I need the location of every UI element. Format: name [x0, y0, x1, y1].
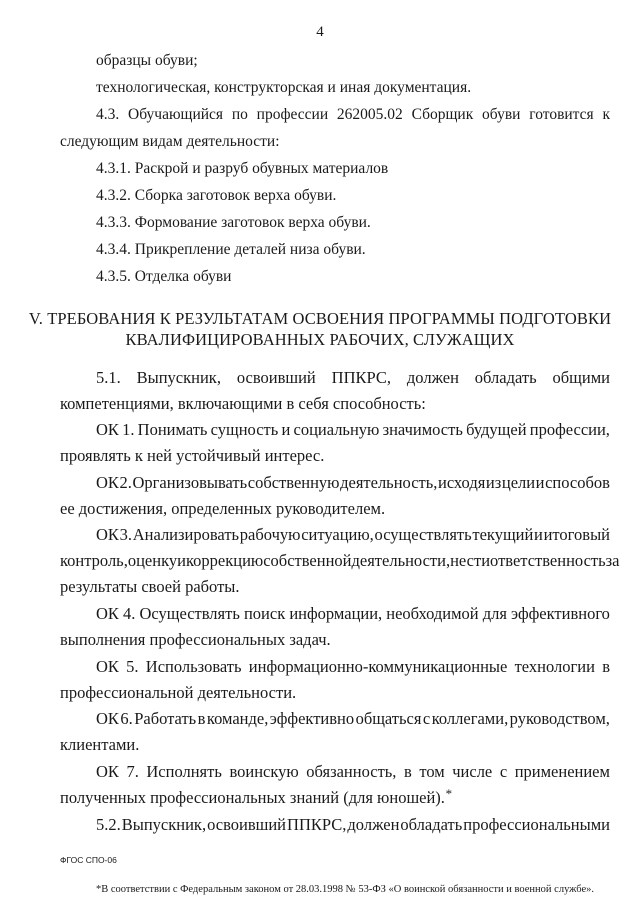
- word: эффективно: [269, 709, 355, 728]
- word: 5.: [126, 657, 139, 676]
- competency-ok6-line2: клиентами.: [60, 735, 140, 754]
- word: и: [534, 525, 543, 544]
- competency-ok3-line1: [96, 525, 610, 545]
- word: способов: [545, 473, 610, 492]
- word: осуществлять: [374, 525, 472, 544]
- word: обуви: [482, 106, 521, 123]
- word: цели: [501, 473, 536, 492]
- word: 4.3.: [96, 106, 120, 123]
- word: по: [231, 106, 248, 123]
- competency-ok2-line1: [96, 473, 610, 493]
- word: с: [422, 709, 431, 728]
- word: общаться: [355, 709, 422, 728]
- word: эффективного: [511, 604, 610, 623]
- page-number: 4: [316, 24, 324, 40]
- word: готовится: [529, 106, 594, 123]
- paragraph-5-1-line2: компетенциями, включающими в себя способность:: [60, 394, 426, 413]
- word: с: [499, 762, 508, 781]
- word: ОК: [96, 762, 119, 781]
- word: технологии: [514, 657, 595, 676]
- word: Выпускник,: [136, 368, 221, 387]
- word: Обучающийся: [128, 106, 224, 123]
- word: обладать: [400, 815, 463, 834]
- word: контроль,: [60, 551, 128, 570]
- word: ППКРС,: [287, 815, 347, 834]
- competency-ok3-line3: результаты своей работы.: [60, 577, 240, 596]
- word: Организовывать: [132, 473, 248, 492]
- word: профессии,: [529, 420, 610, 439]
- competency-ok5-line1: [96, 657, 610, 677]
- word: ОК: [96, 525, 119, 544]
- word: коллегами,: [431, 709, 509, 728]
- competency-ok7-line1: [96, 762, 610, 782]
- word: и: [535, 473, 545, 492]
- competency-ok5-line2: профессиональной деятельности.: [60, 683, 297, 702]
- word: 7.: [126, 762, 139, 781]
- section-heading-line2: КВАЛИФИЦИРОВАННЫХ РАБОЧИХ, СЛУЖАЩИХ: [125, 330, 515, 349]
- competency-ok1-line1: [96, 420, 610, 440]
- paragraph-4-3-line1: [96, 106, 610, 124]
- word: команде,: [206, 709, 269, 728]
- word: Выпускник,: [121, 815, 207, 834]
- word: профессиональными: [463, 815, 610, 834]
- word: нести: [450, 551, 491, 570]
- word: в: [197, 709, 206, 728]
- word: профессии: [256, 106, 329, 123]
- word: Исполнять: [146, 762, 222, 781]
- word: коррекцию: [185, 551, 264, 570]
- word: применением: [514, 762, 610, 781]
- competency-ok6-line1: [96, 709, 610, 729]
- word: значимость: [382, 420, 463, 439]
- word: для: [482, 604, 507, 623]
- word: деятельности,: [351, 551, 451, 570]
- word: текущий: [472, 525, 534, 544]
- activity-item: 4.3.3. Формование заготовок верха обуви.: [96, 214, 371, 231]
- word: и: [281, 420, 291, 439]
- word: ОК: [96, 709, 119, 728]
- word: том: [419, 762, 445, 781]
- list-item: технологическая, конструкторская и иная документация.: [96, 79, 472, 96]
- word: информационно-коммуникационные: [248, 657, 508, 676]
- competency-ok2-line2: ее достижения, определенных руководителем.: [60, 499, 386, 518]
- word: ППКРС,: [331, 368, 392, 387]
- word: исходя: [437, 473, 486, 492]
- word: собственную: [247, 473, 340, 492]
- paragraph-5-2-line1: [96, 815, 610, 835]
- word: 1.: [122, 420, 135, 439]
- competency-ok4-line1: [96, 604, 610, 624]
- word: сущность: [210, 420, 279, 439]
- word: Сборщик: [411, 106, 474, 123]
- word: руководством,: [509, 709, 610, 728]
- word: в: [602, 657, 610, 676]
- word: числе: [452, 762, 493, 781]
- activity-item: 4.3.1. Раскрой и разруб обувных материалов: [96, 160, 389, 177]
- word: 6.: [120, 709, 133, 728]
- word: Осуществлять: [139, 604, 240, 623]
- word: ОК: [96, 420, 119, 439]
- word: социальную: [293, 420, 380, 439]
- paragraph-4-3-line2: следующим видам деятельности:: [60, 133, 280, 150]
- word: в: [403, 762, 412, 781]
- word: собственной: [263, 551, 352, 570]
- word: должен: [406, 368, 459, 387]
- competency-ok1-line2: проявлять к ней устойчивый интерес.: [60, 446, 325, 465]
- list-item: образцы обуви;: [96, 52, 198, 69]
- activity-item: 4.3.2. Сборка заготовок верха обуви.: [96, 187, 337, 204]
- word: общими: [552, 368, 610, 387]
- word: необходимой: [386, 604, 479, 623]
- activity-item: 4.3.5. Отделка обуви: [96, 268, 232, 285]
- word: будущей: [466, 420, 527, 439]
- paragraph-5-1-line1: [96, 368, 610, 388]
- word: итоговый: [543, 525, 610, 544]
- footnote: *В соответствии с Федеральным законом от 28.03.1998 № 53-ФЗ «О воинской обязанности и военной службе».: [96, 884, 595, 895]
- word: Понимать: [137, 420, 208, 439]
- competency-ok4-line2: выполнения профессиональных задач.: [60, 630, 331, 649]
- word: за: [605, 551, 620, 570]
- word: 2.: [119, 473, 132, 492]
- word: освоивший: [236, 368, 316, 387]
- word: из: [485, 473, 502, 492]
- word: ответственность: [490, 551, 606, 570]
- word: 4.: [123, 604, 136, 623]
- word: и: [177, 551, 186, 570]
- word: обязанность,: [306, 762, 397, 781]
- word: Работать: [134, 709, 197, 728]
- word: 262005.02: [336, 106, 403, 123]
- word: 5.1.: [96, 368, 121, 387]
- footer-code: ФГОС СПО-06: [60, 855, 117, 865]
- word: рабочую: [239, 525, 301, 544]
- word: поиск: [243, 604, 286, 623]
- word: ситуацию,: [301, 525, 374, 544]
- word: 5.2.: [96, 815, 121, 834]
- word: Использовать: [145, 657, 242, 676]
- word: к: [602, 106, 610, 123]
- word: должен: [347, 815, 400, 834]
- competency-ok7-line2: [60, 788, 451, 808]
- word: ОК: [96, 473, 119, 492]
- competency-ok7-text: полученных профессиональных знаний (для юношей).: [60, 788, 445, 807]
- word: освоивший: [207, 815, 287, 834]
- word: деятельность,: [340, 473, 438, 492]
- activity-item: 4.3.4. Прикрепление деталей низа обуви.: [96, 241, 366, 258]
- word: ОК: [96, 604, 119, 623]
- section-heading-line1: V. ТРЕБОВАНИЯ К РЕЗУЛЬТАТАМ ОСВОЕНИЯ ПРОГРАММЫ ПОДГОТОВКИ: [28, 309, 612, 328]
- word: оценку: [127, 551, 178, 570]
- footnote-mark: *: [444, 786, 452, 801]
- word: 3.: [119, 525, 133, 544]
- competency-ok3-line2: [60, 551, 620, 571]
- word: обладать: [474, 368, 537, 387]
- word: информации,: [289, 604, 383, 623]
- word: воинскую: [229, 762, 299, 781]
- word: ОК: [96, 657, 119, 676]
- word: Анализировать: [132, 525, 240, 544]
